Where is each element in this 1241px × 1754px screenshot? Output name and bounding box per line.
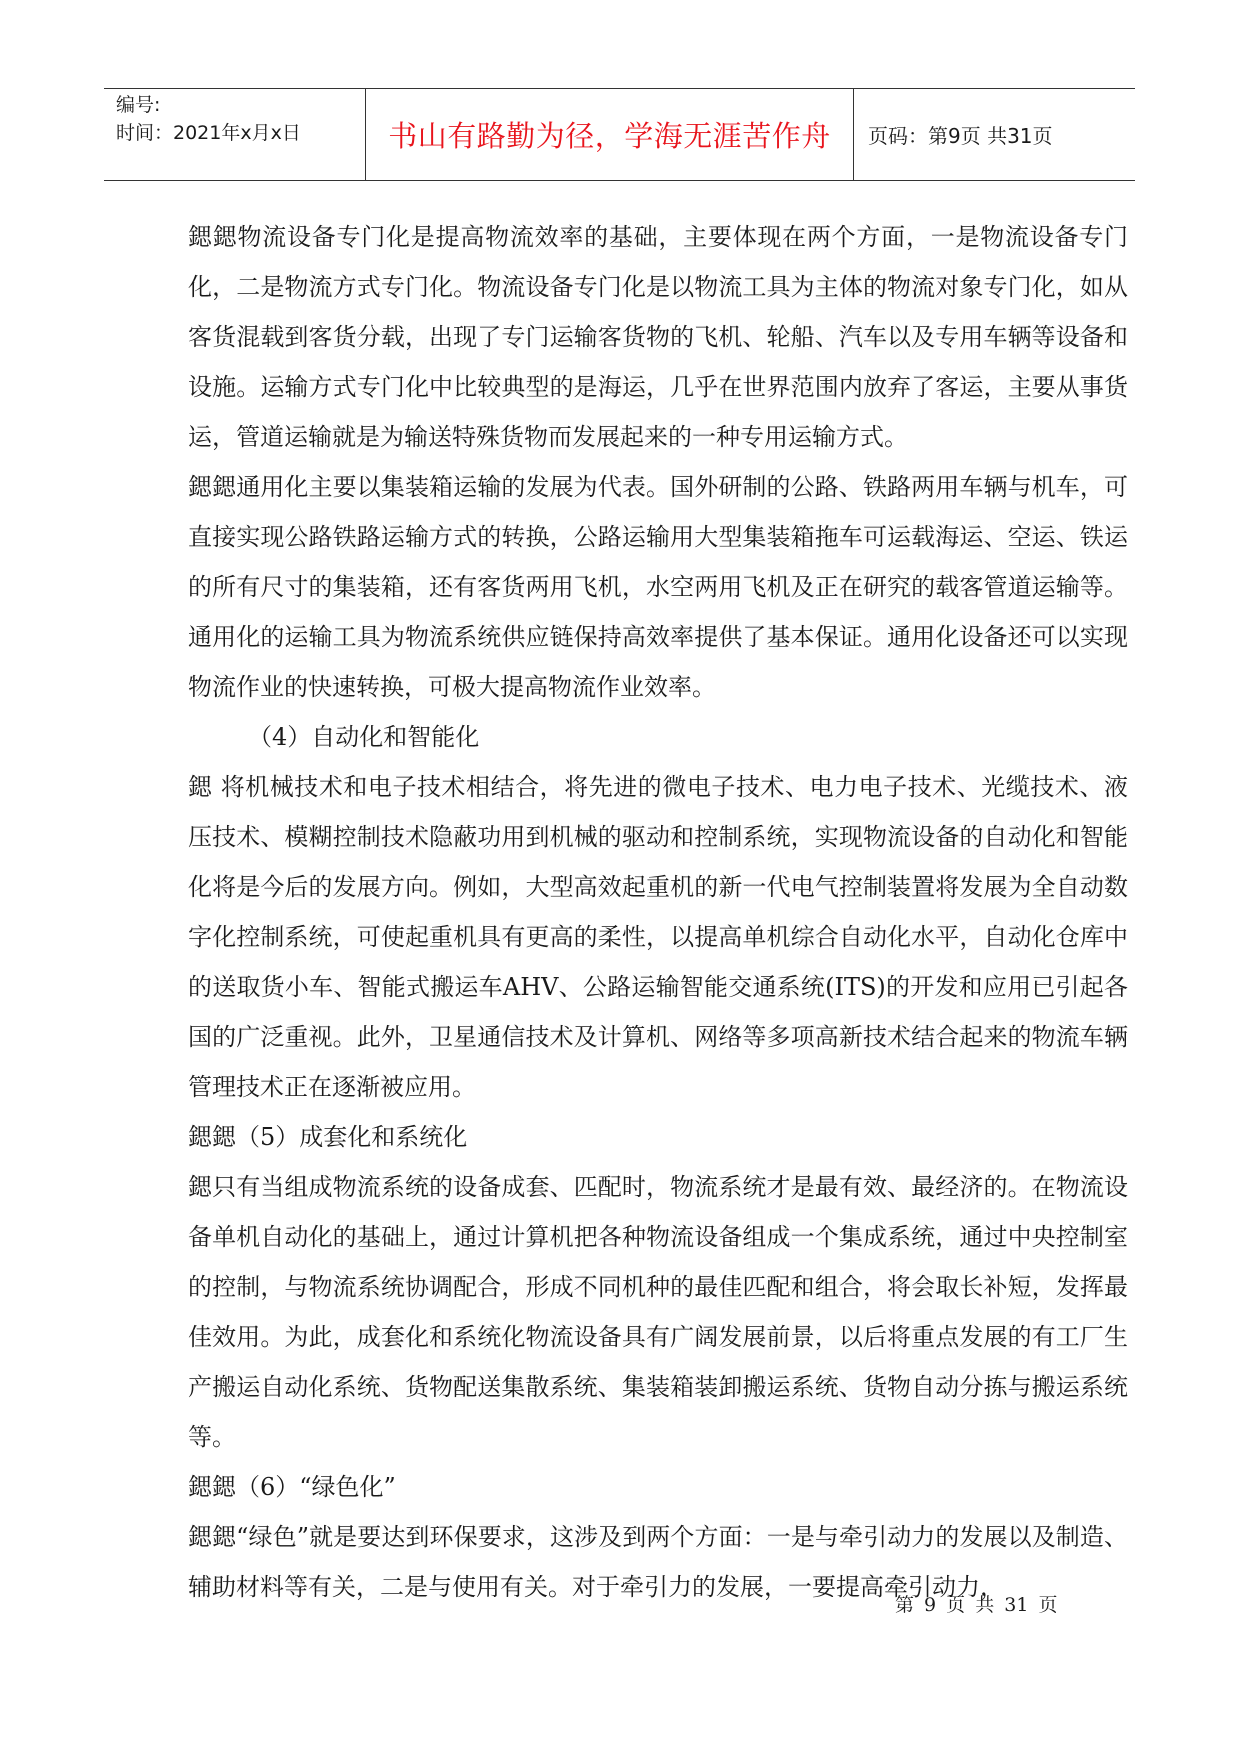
document-time-label: 时间：2021年x月x日 [116, 122, 301, 144]
page-footer: 第 9 页 共 31 页 [895, 1594, 1058, 1616]
paragraph: 鍶 将机械技术和电子技术相结合，将先进的微电子技术、电力电子技术、光缆技术、液压技术、模糊控制技术隐蔽功用到机械的驱动和控制系统，实现物流设备的自动化和智能化将是今后的发展方向。例如，大型高效起重机的新一代电气控制装置将发展为全自动数字化控制系统，可使起重机具有更高的柔性，以提高单机综合自动化水平，自动化仓库中的送取货小车、智能式搬运车AHV、公路运输智能交通系统(ITS)的开发和应用已引起各国的广泛重视。此外，卫星通信技术及计算机、网络等多项高新技术结合起来的物流车辆管理技术正在逐渐被应用。 [188, 773, 1128, 1101]
section-heading: 鍶鍶（5）成套化和系统化 [188, 1123, 468, 1151]
section-heading: （4）自动化和智能化 [248, 723, 480, 751]
paragraph: 鍶鍶通用化主要以集装箱运输的发展为代表。国外研制的公路、铁路两用车辆与机车，可直接实现公路铁路运输方式的转换，公路运输用大型集装箱拖车可运载海运、空运、铁运的所有尺寸的集装箱，还有客货两用飞机，水空两用飞机及正在研究的载客管道运输等。通用化的运输工具为物流系统供应链保持高效率提供了基本保证。通用化设备还可以实现物流作业的快速转换，可极大提高物流作业效率。 [188, 473, 1128, 701]
header-meta [104, 89, 366, 180]
document-body [188, 212, 1128, 1612]
header-page-number: 页码：第9页 共31页 [868, 124, 1053, 148]
document-number-label: 编号: [116, 94, 161, 116]
header-motto: 书山有路勤为径，学海无涯苦作舟 [366, 89, 854, 180]
page-header [104, 88, 1135, 181]
paragraph: 鍶鍶物流设备专门化是提高物流效率的基础，主要体现在两个方面，一是物流设备专门化，二是物流方式专门化。物流设备专门化是以物流工具为主体的物流对象专门化，如从客货混载到客货分载，出现了专门运输客货物的飞机、轮船、汽车以及专用车辆等设备和设施。运输方式专门化中比较典型的是海运，几乎在世界范围内放弃了客运，主要从事货运，管道运输就是为输送特殊货物而发展起来的一种专用运输方式。 [188, 223, 1128, 451]
section-heading: 鍶鍶（6）“绿色化” [188, 1473, 396, 1501]
paragraph: 鍶只有当组成物流系统的设备成套、匹配时，物流系统才是最有效、最经济的。在物流设备单机自动化的基础上，通过计算机把各种物流设备组成一个集成系统，通过中央控制室的控制，与物流系统协调配合，形成不同机种的最佳匹配和组合，将会取长补短，发挥最佳效用。为此，成套化和系统化物流设备具有广阔发展前景，以后将重点发展的有工厂生产搬运自动化系统、货物配送集散系统、集装箱装卸搬运系统、货物自动分拣与搬运系统等。 [188, 1173, 1128, 1451]
paragraph: 鍶鍶“绿色”就是要达到环保要求，这涉及到两个方面：一是与牵引动力的发展以及制造、辅助材料等有关，二是与使用有关。对于牵引力的发展，一要提高牵引动力， [188, 1523, 1128, 1601]
